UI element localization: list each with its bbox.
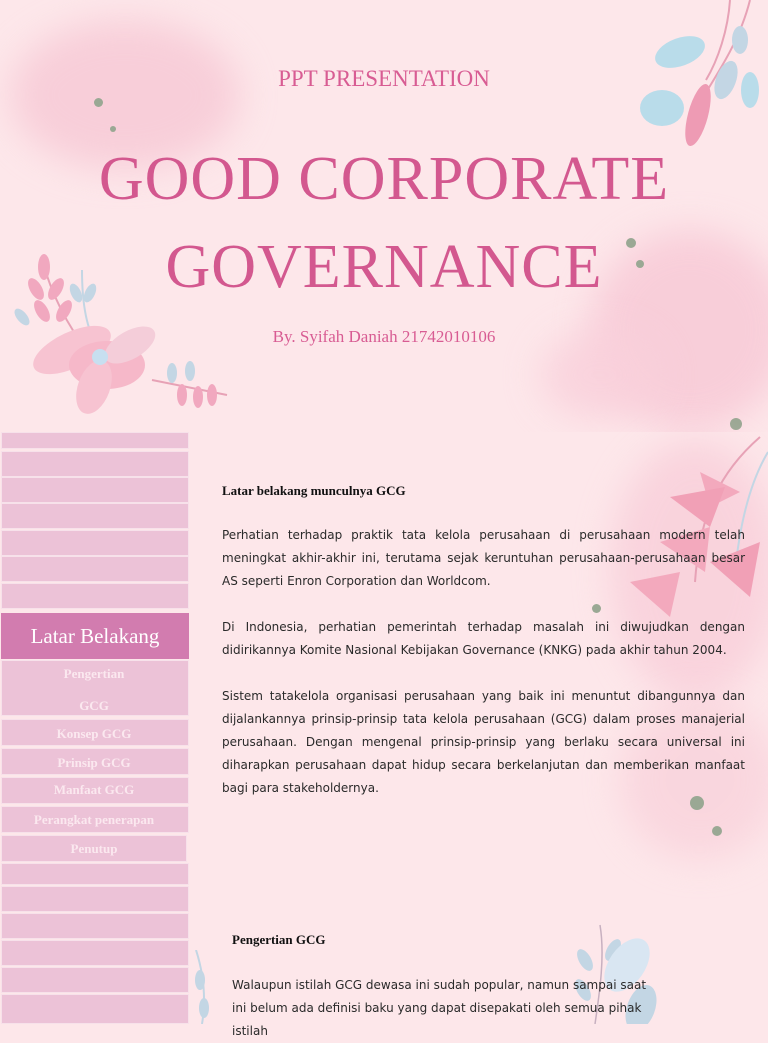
sidebar-item-label: Manfaat GCG xyxy=(53,782,135,797)
sidebar-item-blank[interactable] xyxy=(1,940,189,966)
decorative-dot xyxy=(94,98,103,107)
page-title-line2: GOVERNANCE xyxy=(165,233,603,301)
section-heading: Latar belakang munculnya GCG xyxy=(222,483,406,498)
sidebar-item-label: Konsep GCG xyxy=(56,726,132,741)
sidebar-nav xyxy=(0,432,192,1024)
author-byline: By. Syifah Daniah 21742010106 xyxy=(272,327,496,346)
sidebar-item-latar-belakang[interactable]: Latar Belakang xyxy=(1,613,189,659)
sidebar-item-label: Pengertian xyxy=(63,666,125,681)
sidebar-item-blank[interactable] xyxy=(1,863,189,885)
decorative-dot xyxy=(730,418,742,430)
paragraph: Walaupun istilah GCG dewasa ini sudah popular, namun sampai saat ini belum ada definisi baku yang dapat disepakati oleh semua pihak istilah xyxy=(232,978,647,1038)
sidebar-item-label: Perangkat penerapan xyxy=(33,812,155,827)
sidebar-item-blank[interactable] xyxy=(1,503,189,529)
sidebar-item-blank[interactable] xyxy=(1,556,189,582)
sidebar-item-blank[interactable] xyxy=(1,886,189,912)
paragraph: Sistem tatakelola organisasi perusahaan yang baik ini menuntut dibangunnya dan dijalankannya prinsip-prinsip tata kelola perusahaan (GCG) dalam proses manajerial perusahaan. Dengan mengenal prinsip-prinsip yang berlaku secara universal ini diharapkan perusahaan dapat hidup secara berkelanjutan dan memberikan manfaat bagi para stakeholdernya. xyxy=(222,689,745,795)
sidebar-item-blank[interactable] xyxy=(1,451,189,477)
sidebar-item-blank[interactable] xyxy=(1,432,189,449)
decorative-dot xyxy=(712,826,722,836)
sidebar-item-blank[interactable] xyxy=(1,967,189,993)
decorative-dot xyxy=(592,604,601,613)
page-title-line1: GOOD CORPORATE xyxy=(98,145,670,213)
sidebar-item-label: Penutup xyxy=(70,841,118,856)
sidebar-item-blank[interactable] xyxy=(1,913,189,939)
decorative-dot xyxy=(110,126,116,132)
sidebar-item-blank[interactable] xyxy=(1,583,189,609)
title-slide xyxy=(0,0,768,432)
section-heading: Pengertian GCG xyxy=(232,932,326,947)
sidebar-item-label: GCG xyxy=(79,698,109,713)
sidebar-item-blank[interactable] xyxy=(1,530,189,556)
paragraph: Di Indonesia, perhatian pemerintah terhadap masalah ini diwujudkan dengan didirikannya Komite Nasional Kebijakan Governance (KNKG) pada akhir tahun 2004. xyxy=(222,620,745,657)
sidebar-item-blank[interactable] xyxy=(1,477,189,503)
sidebar-item-label: Prinsip GCG xyxy=(57,755,131,770)
paragraph: Perhatian terhadap praktik tata kelola perusahaan di perusahaan modern telah meningkat akhir-akhir ini, terutama sejak keruntuhan perusahaan-perusahaan besar AS seperti Enron Corporation dan Worldcom. xyxy=(222,528,745,588)
sidebar-item-blank[interactable] xyxy=(1,994,189,1024)
presentation-subtitle: PPT PRESENTATION xyxy=(278,66,490,91)
